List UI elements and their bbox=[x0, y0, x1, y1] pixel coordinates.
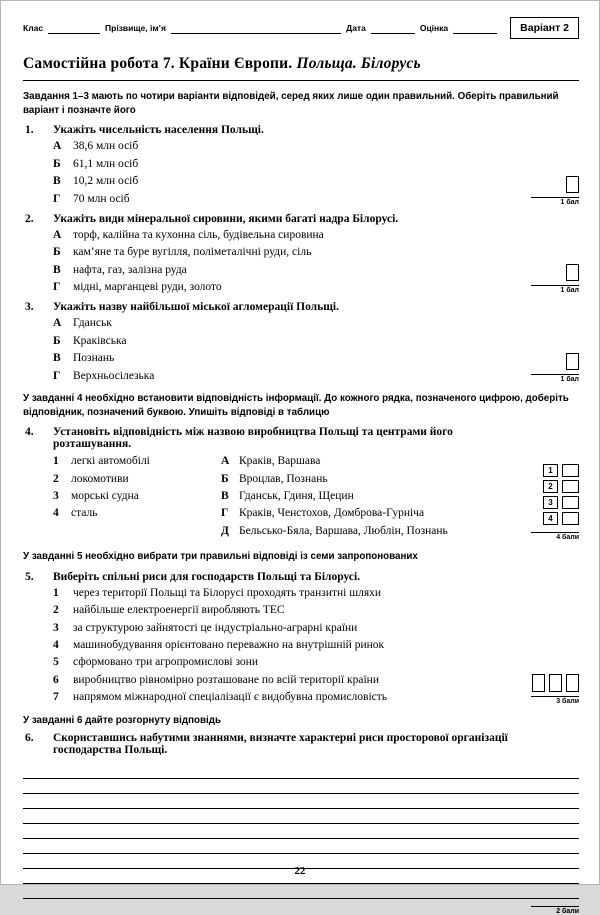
q6-score-label: 2 бали bbox=[531, 906, 579, 915]
q5-option-2: 2 найбільше електроенергії виробляють ТЕС bbox=[53, 604, 285, 617]
answer-table-row-1-number: 1 bbox=[543, 464, 558, 477]
writing-line[interactable] bbox=[23, 809, 579, 824]
grade-field[interactable] bbox=[453, 23, 497, 34]
q5-answer-box-2[interactable] bbox=[549, 674, 562, 692]
question-5 bbox=[23, 571, 579, 705]
answer-table-row-4-number: 4 bbox=[543, 512, 558, 525]
q5-option-7: 7 напрямом міжнародної спеціалізації є видобувна промисловість bbox=[53, 691, 388, 704]
title-part1: Самостійна робота 7. bbox=[23, 55, 175, 72]
question-6 bbox=[23, 732, 579, 915]
q5-option-6: 6 виробництво рівномірно розташоване по всій території країни bbox=[53, 673, 379, 686]
q1-option-a: А 38,6 млн осіб bbox=[53, 140, 139, 153]
matching-item-1: 1 легкі автомобілі bbox=[53, 455, 150, 468]
matching-left-list bbox=[53, 454, 221, 541]
question-2-text: Укажіть види мінеральної сировини, якими багаті надра Білорусі. bbox=[53, 212, 399, 225]
q2-score-label: 1 бал bbox=[531, 285, 579, 294]
q4-score-label: 4 бали bbox=[531, 532, 579, 541]
matching-item-4: 4 сталь bbox=[53, 507, 98, 520]
instructions-1-3: Завдання 1–3 мають по чотири варіанти відповідей, серед яких лише один правильний. Оберіть правильний варіант і позначте його bbox=[23, 91, 559, 116]
question-4 bbox=[23, 426, 579, 541]
answer-writing-area bbox=[23, 764, 579, 899]
date-field[interactable] bbox=[371, 23, 415, 34]
matching-choice-d: Д Бельсько-Бяла, Варшава, Люблін, Познань bbox=[221, 524, 448, 537]
name-field[interactable] bbox=[171, 23, 341, 34]
question-2-number: 2. bbox=[25, 212, 34, 225]
q2-option-v: В нафта, газ, залізна руда bbox=[53, 263, 187, 276]
q5-answer-boxes bbox=[532, 674, 579, 692]
q5-option-4: 4 машинобудування орієнтовано переважно на внутрішній ринок bbox=[53, 639, 385, 652]
q1-answer-checkbox[interactable] bbox=[566, 176, 579, 193]
answer-table-row-2-box[interactable] bbox=[562, 480, 579, 493]
name-label: Прізвище, ім’я bbox=[105, 23, 166, 33]
writing-line[interactable] bbox=[23, 884, 579, 899]
q1-option-v: В 10,2 млн осіб bbox=[53, 175, 139, 188]
q1-option-b: Б 61,1 млн осіб bbox=[53, 157, 139, 170]
answer-table bbox=[537, 464, 579, 528]
instructions-5: У завданні 5 необхідно вибрати три правильні відповіді із семи запропонованих bbox=[23, 551, 418, 563]
question-2 bbox=[23, 213, 579, 295]
q2-option-g: Г мідні, марганцеві руди, золото bbox=[53, 281, 222, 294]
q5-option-5: 5 сформовано три агропромислові зони bbox=[53, 656, 258, 669]
matching-choices bbox=[221, 454, 523, 541]
writing-line[interactable] bbox=[23, 794, 579, 809]
class-field[interactable] bbox=[48, 23, 100, 34]
q3-option-a: А Гданськ bbox=[53, 317, 112, 330]
q5-answer-box-1[interactable] bbox=[532, 674, 545, 692]
question-3 bbox=[23, 301, 579, 383]
question-1-number: 1. bbox=[25, 124, 34, 137]
instructions-4: У завданні 4 необхідно встановити відповідність інформації. До кожного рядка, позначеного цифрою, доберіть відповідник, позначений буквою. Упишіть відповіді в таблицю bbox=[23, 392, 569, 418]
page-title bbox=[23, 55, 579, 73]
question-5-number: 5. bbox=[25, 570, 34, 583]
question-1 bbox=[23, 124, 579, 206]
answer-table-row-4-box[interactable] bbox=[562, 512, 579, 525]
q1-score-label: 1 бал bbox=[531, 197, 579, 206]
question-3-text: Укажіть назву найбільшої міської агломерації Польщі. bbox=[53, 301, 339, 314]
q3-option-v: В Познань bbox=[53, 352, 115, 365]
question-4-text: Установіть відповідність між назвою виробництва Польщі та центрами його розташування. bbox=[53, 426, 453, 451]
writing-line[interactable] bbox=[23, 824, 579, 839]
q3-score-label: 1 бал bbox=[531, 374, 579, 383]
q2-option-a: А торф, калійна та кухонна сіль, будівельна сировина bbox=[53, 228, 324, 241]
grade-label: Оцінка bbox=[419, 23, 449, 33]
q3-answer-checkbox[interactable] bbox=[566, 353, 579, 370]
q3-option-b: Б Краківська bbox=[53, 334, 127, 347]
answer-table-row-3-box[interactable] bbox=[562, 496, 579, 509]
q5-option-1: 1 через території Польщі та Білорусі проходять транзитні шляхи bbox=[53, 586, 382, 599]
matching-choice-a: А Краків, Варшава bbox=[221, 455, 321, 468]
writing-line[interactable] bbox=[23, 779, 579, 794]
q2-option-b: Б кам’яне та буре вугілля, поліметалічні руди, сіль bbox=[53, 246, 312, 259]
question-6-text: Скориставшись набутими знаннями, визначте характерні риси просторової організації господарства Польщі. bbox=[53, 732, 508, 757]
answer-table-row-2-number: 2 bbox=[543, 480, 558, 493]
writing-line[interactable] bbox=[23, 839, 579, 854]
question-3-number: 3. bbox=[25, 301, 34, 314]
question-4-number: 4. bbox=[25, 426, 34, 439]
q5-score-label: 3 бали bbox=[531, 696, 579, 705]
title-rule bbox=[23, 80, 579, 81]
page-number: 22 bbox=[294, 865, 306, 877]
instructions-6: У завданні 6 дайте розгорнуту відповідь bbox=[23, 714, 221, 726]
writing-line[interactable] bbox=[23, 764, 579, 779]
matching-choice-g: Г Краків, Ченстохов, Домброва-Гурніча bbox=[221, 507, 425, 520]
q1-option-g: Г 70 млн осіб bbox=[53, 192, 130, 205]
variant-box: Варіант 2 bbox=[510, 17, 579, 39]
header bbox=[23, 17, 579, 39]
q2-answer-checkbox[interactable] bbox=[566, 264, 579, 281]
q5-answer-box-3[interactable] bbox=[566, 674, 579, 692]
date-label: Дата bbox=[346, 23, 366, 33]
question-5-text: Виберіть спільні риси для господарств Польщі та Білорусі. bbox=[53, 570, 361, 583]
matching-choice-v: В Гданськ, Гдиня, Щецин bbox=[221, 490, 354, 503]
class-label: Клас bbox=[23, 23, 44, 33]
matching-item-2: 2 локомотиви bbox=[53, 472, 129, 485]
q3-option-g: Г Верхньосілезька bbox=[53, 369, 155, 382]
title-part2: Країни Європи. bbox=[174, 55, 293, 72]
q5-option-3: 3 за структурою зайнятості це індустріально-аграрні країни bbox=[53, 621, 358, 634]
matching-item-3: 3 морські судна bbox=[53, 490, 139, 503]
matching-choice-b: Б Вроцлав, Познань bbox=[221, 472, 328, 485]
answer-table-row-3-number: 3 bbox=[543, 496, 558, 509]
answer-table-row-1-box[interactable] bbox=[562, 464, 579, 477]
question-1-text: Укажіть чисельність населення Польщі. bbox=[53, 124, 264, 137]
title-part3: Польща. Білорусь bbox=[292, 55, 421, 72]
question-6-number: 6. bbox=[25, 732, 34, 745]
